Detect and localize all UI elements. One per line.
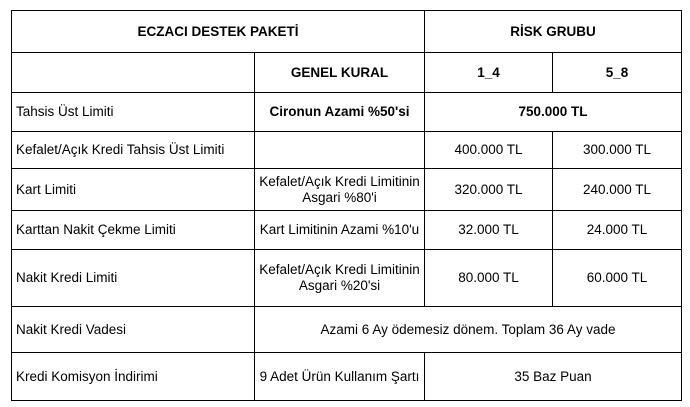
row-label: Nakit Kredi Limiti (12, 250, 255, 307)
row-label: Tahsis Üst Limiti (12, 93, 255, 132)
general-rule-header: GENEL KURAL (255, 53, 425, 93)
risk-group-1-4-header: 1_4 (425, 53, 553, 93)
merged-value-cell: Azami 6 Ay ödemesiz dönem. Toplam 36 Ay vade (255, 307, 682, 353)
rule-cell: 9 Adet Ürün Kullanım Şartı (255, 353, 425, 401)
value-1-4-cell: 320.000 TL (425, 169, 553, 211)
rule-cell: Kefalet/Açık Kredi Limitinin Asgari %80'i (255, 169, 425, 211)
value-5-8-cell: 300.000 TL (553, 132, 682, 169)
table-row (12, 211, 682, 250)
header-row-1 (12, 11, 682, 53)
row-label: Nakit Kredi Vadesi (12, 307, 255, 353)
value-5-8-cell: 24.000 TL (553, 211, 682, 250)
rule-cell (255, 132, 425, 169)
value-5-8-cell: 60.000 TL (553, 250, 682, 307)
value-1-4-cell: 80.000 TL (425, 250, 553, 307)
row-label: Karttan Nakit Çekme Limiti (12, 211, 255, 250)
rule-cell: Cironun Azami %50'si (255, 93, 425, 132)
row-label: Kart Limiti (12, 169, 255, 211)
table-row (12, 132, 682, 169)
table-row (12, 93, 682, 132)
table-row (12, 307, 682, 353)
empty-header-cell (12, 53, 255, 93)
pharmacist-support-table (11, 10, 682, 401)
row-label: Kefalet/Açık Kredi Tahsis Üst Limiti (12, 132, 255, 169)
header-row-2 (12, 53, 682, 93)
table-row (12, 169, 682, 211)
risk-group-header: RİSK GRUBU (425, 11, 682, 53)
row-label: Kredi Komisyon İndirimi (12, 353, 255, 401)
package-title: ECZACI DESTEK PAKETİ (12, 11, 425, 53)
rule-cell: Kart Limitinin Azami %10'u (255, 211, 425, 250)
rule-cell: Kefalet/Açık Kredi Limitinin Asgari %20'si (255, 250, 425, 307)
table-row (12, 250, 682, 307)
value-5-8-cell: 240.000 TL (553, 169, 682, 211)
merged-value-cell: 750.000 TL (425, 93, 682, 132)
value-1-4-cell: 32.000 TL (425, 211, 553, 250)
table-row (12, 353, 682, 401)
merged-value-cell: 35 Baz Puan (425, 353, 682, 401)
risk-group-5-8-header: 5_8 (553, 53, 682, 93)
value-1-4-cell: 400.000 TL (425, 132, 553, 169)
